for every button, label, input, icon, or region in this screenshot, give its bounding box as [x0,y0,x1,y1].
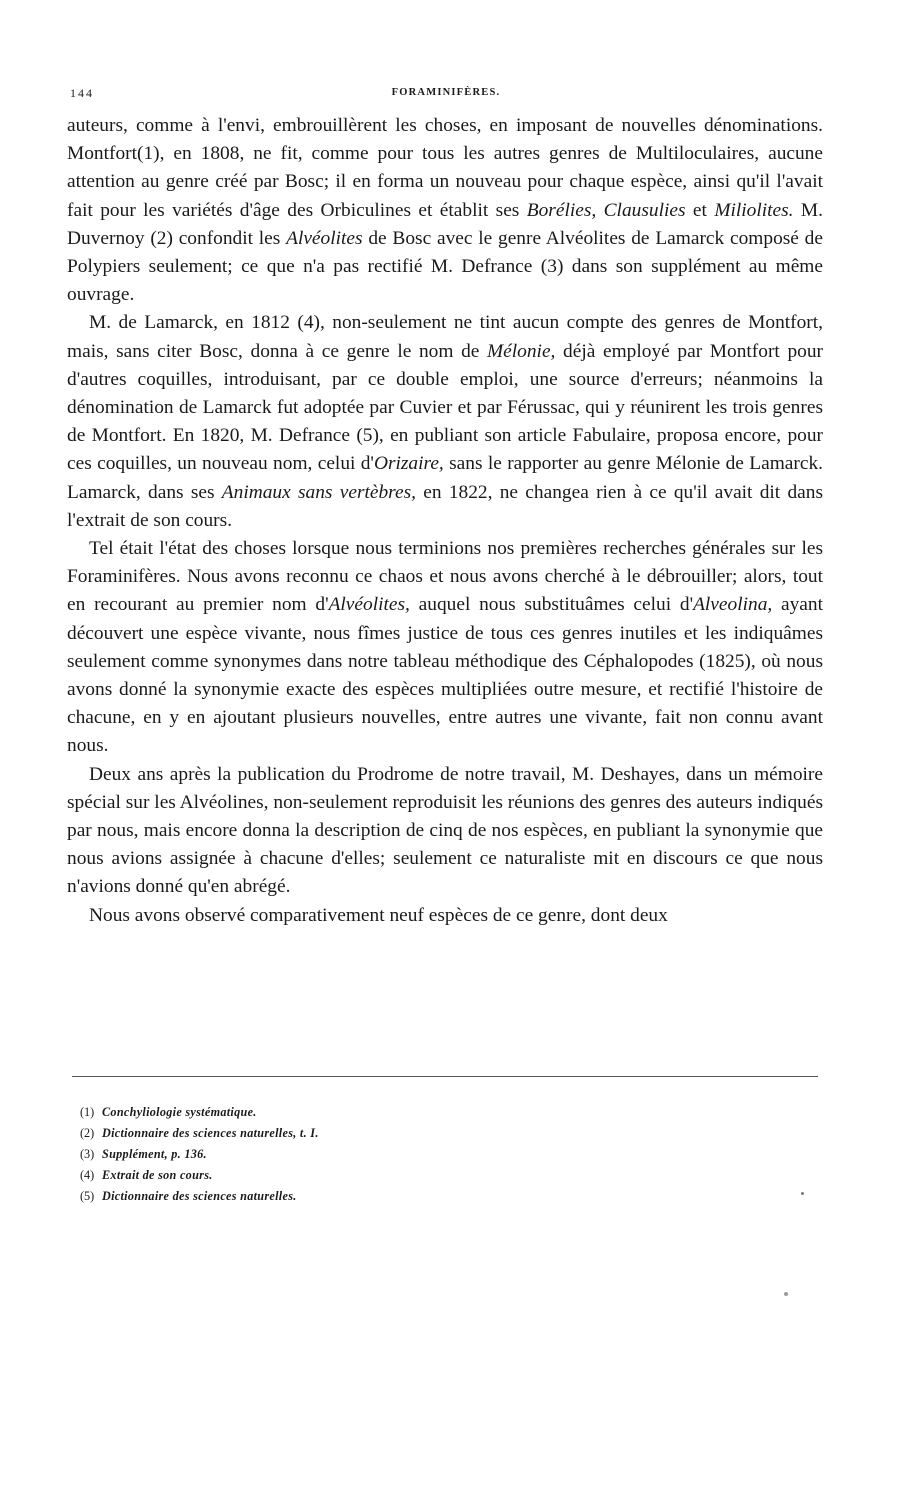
italic-term: Alvéolites [286,227,363,249]
footnote [80,1144,580,1165]
footnote-mark: (5) [80,1189,95,1203]
footnote-mark: (4) [80,1168,95,1182]
footnote-mark: (3) [80,1147,95,1161]
paper-speck [801,1192,804,1195]
footnote-text: Extrait de son cours. [102,1168,213,1182]
italic-term: Miliolites. [714,199,794,221]
italic-term: Animaux sans vertèbres, [221,481,417,503]
text-run: M. Duvernoy (2) confondit les [67,199,823,249]
text-run: Tel était l'état des choses lorsque nous terminions nos premières recherches générales sur les Foraminifères. Nous avons reconnu ce chaos et nous avons cherché à le débrouiller; alors, tout en recourant au premier nom d' [67,538,823,616]
page-number: 144 [70,86,94,100]
footnote-mark: (1) [80,1105,95,1119]
paragraph [67,535,823,761]
page-header [70,86,822,108]
footnote-text: Dictionnaire des sciences naturelles. [102,1189,297,1203]
footnote [80,1186,580,1207]
italic-term: Orizaire, [373,453,444,475]
footnote [80,1165,580,1186]
paragraph [67,902,823,930]
text-run: auquel nous substituâmes celui d' [409,594,694,616]
text-run: Nous avons observé comparativement neuf espèces de ce genre, dont deux [89,904,668,926]
footnote-mark: (2) [80,1126,95,1140]
footnote-text: Supplément, p. 136. [102,1147,207,1161]
text-run: en 1822, ne changea rien à ce qu'il avait dit dans l'extrait de son cours. [67,481,823,531]
running-title: FORAMINIFÈRES. [391,87,501,98]
footnote-text: Dictionnaire des sciences naturelles, t. I. [102,1126,319,1140]
text-run [596,200,603,221]
paper-speck [784,1292,788,1296]
body-text [67,112,823,930]
text-run: M. de Lamarck, en 1812 (4), non-seulement ne tint aucun compte des genres de Montfort, mais, sans citer Bosc, donna à ce genre le nom de [67,312,823,362]
footnote [80,1102,580,1123]
paragraph [67,761,823,902]
footnote-text: Conchyliologie systématique. [102,1105,257,1119]
text-run: Deux ans après la publication du Prodrome de notre travail, M. Deshayes, dans un mémoire spécial sur les Alvéolines, non-seulement reproduisit les réunions des genres des auteurs indiqués par nous, mais encore donna la description de cinq de nos espèces, en publiant la synonymie que nous avions assignée à chacune d'elles; seulement ce naturaliste mit en discours ce que nous n'avions donné qu'en abrégé. [67,763,823,898]
text-run: de Bosc avec le genre Alvéolites de Lamarck composé de Polypiers seulement; ce que n'a pas rectifié M. Defrance (3) dans son supplément au même ouvrage. [67,227,823,306]
footnote-divider [72,1076,818,1077]
italic-term: Alvéolites, [328,594,410,616]
italic-term: Clausulies [603,199,686,221]
footnotes [80,1102,580,1207]
text-run: auteurs, comme à l'envi, embrouillèrent les choses, en imposant de nouvelles dénominations. Montfort(1), en 1808, ne fit, comme pour tous les autres genres de Multiloculaires, aucune attention au genre créé par Bosc; il en forma un nouveau pour chaque espèce, ainsi qu'il l'avait fait pour les variétés d'âge des Orbiculines et établit ses [67,115,823,221]
italic-term: Mélonie, [487,340,556,362]
paragraph [67,309,823,535]
text-run: déjà employé par Montfort pour d'autres coquilles, introduisant, par ce double emploi, une source d'erreurs; néanmoins la dénomination de Lamarck fut adoptée par Cuvier et par Férussac, qui y réunirent les trois genres de Montfort. En 1820, M. Defrance (5), en publiant son article Fabulaire, proposa encore, pour ces coquilles, un nouveau nom, celui d' [67,340,823,475]
text-run: ayant découvert une espèce vivante, nous fîmes justice de tous ces genres inutiles et les indiquâmes seulement comme synonymes dans notre tableau méthodique des Céphalopodes (1825), où nous avons donné la synonymie exacte des espèces multipliées outre mesure, et rectifié l'histoire de chacune, en y en ajoutant plusieurs nouvelles, entre autres une vivante, fait non connu avant nous. [67,594,823,757]
paragraph [67,112,823,309]
italic-term: Borélies, [526,199,597,221]
italic-term: Alveolina, [693,594,773,616]
text-run: sans le rapporter au genre Mélonie de Lamarck. Lamarck, dans ses [67,453,823,503]
footnote [80,1123,580,1144]
text-run: et [685,199,715,221]
